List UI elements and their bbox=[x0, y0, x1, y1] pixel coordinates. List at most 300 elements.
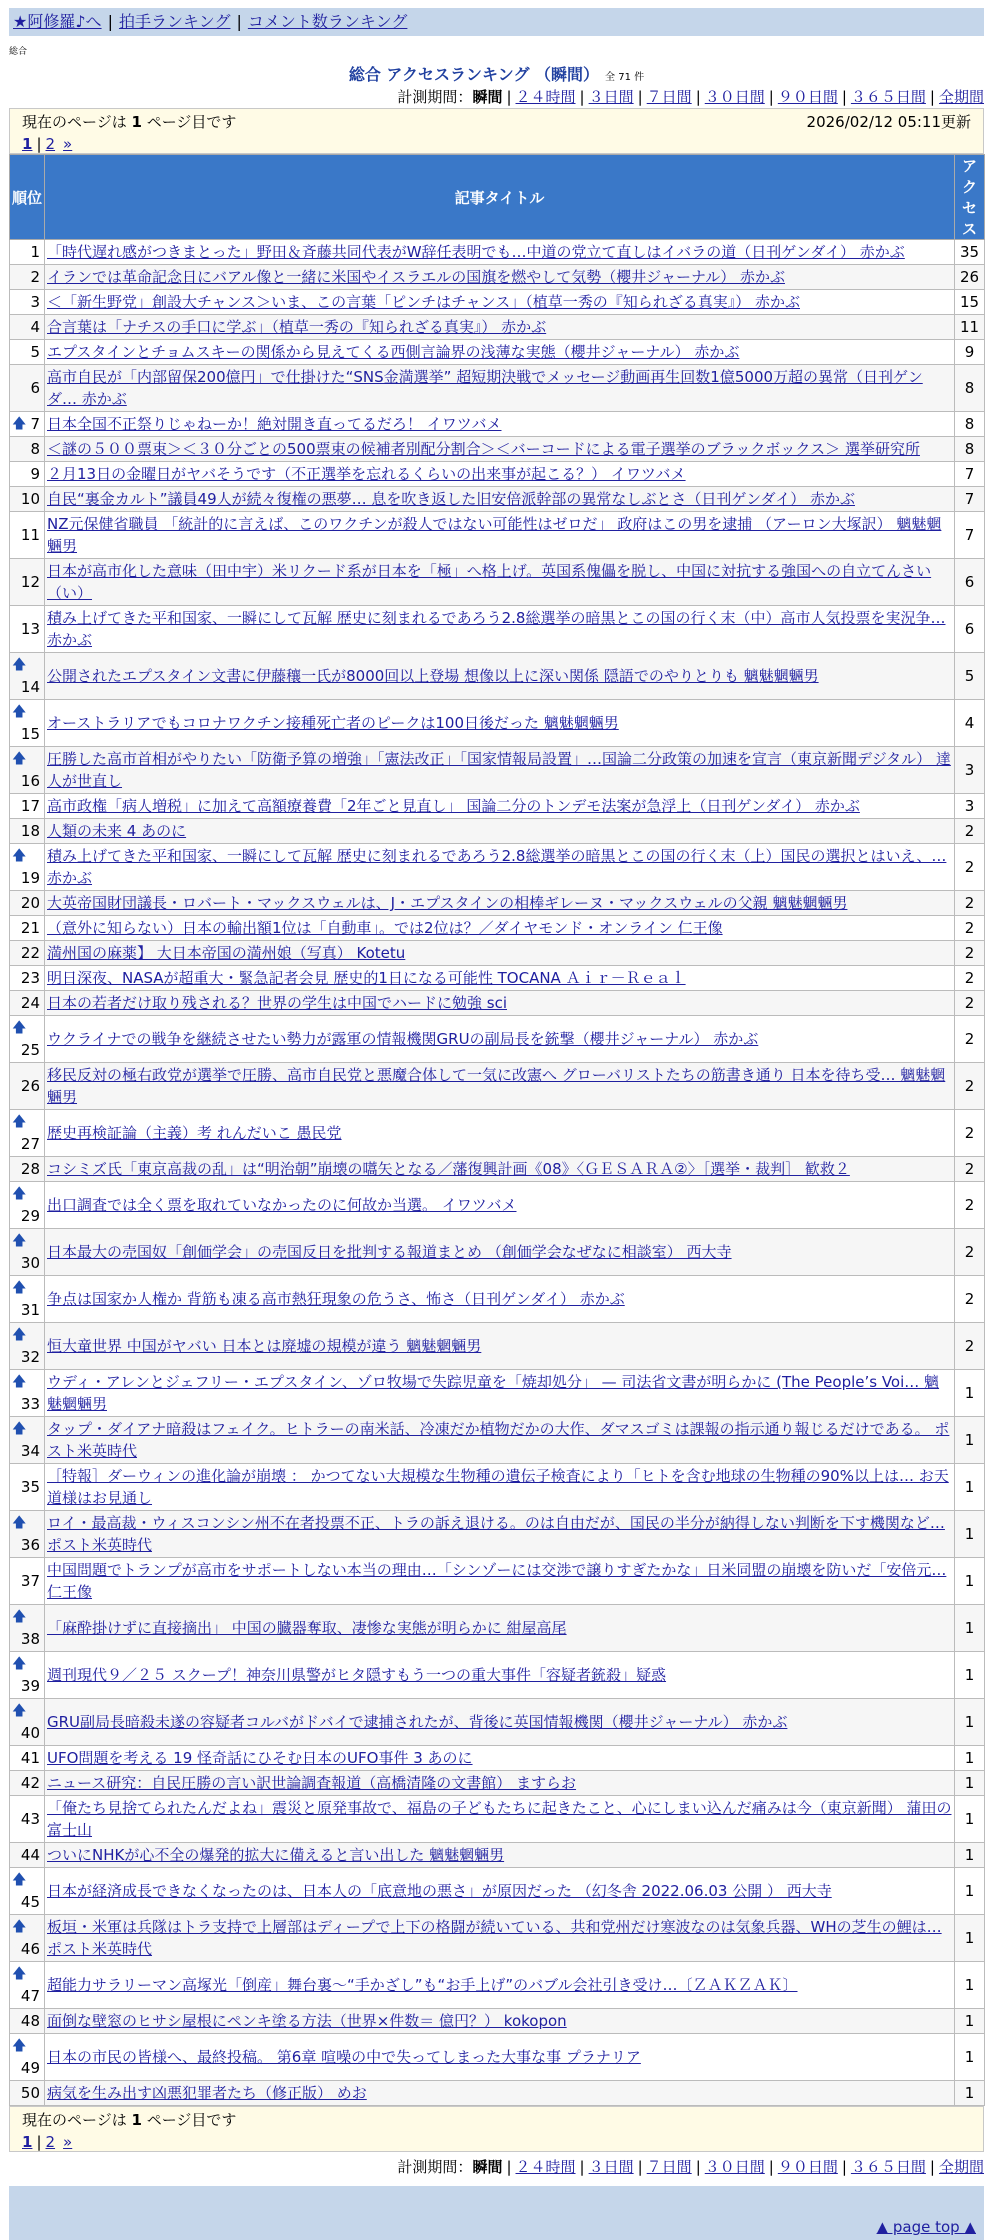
article-link[interactable]: 病気を生み出す凶悪犯罪者たち（修正版） めお bbox=[47, 2084, 367, 2102]
article-link[interactable]: 日本最大の売国奴「創価学会」の売国反日を批判する報道まとめ （創価学会なぜなに相談室） 西大寺 bbox=[47, 1243, 732, 1261]
table-row bbox=[10, 891, 985, 916]
period-separator: | bbox=[579, 88, 585, 106]
rank-cell bbox=[10, 487, 45, 512]
access-count: 2 bbox=[955, 891, 985, 916]
article-link[interactable]: ニュース研究：自民圧勝の言い訳世論調査報道（高橋清隆の文書館） ますらお bbox=[47, 1774, 577, 1792]
table-row bbox=[10, 606, 985, 653]
period-separator: | bbox=[768, 2158, 774, 2176]
rank-number: 37 bbox=[20, 1572, 40, 1590]
nav-clap-ranking-link[interactable]: 拍手ランキング bbox=[118, 12, 231, 31]
rank-number: 38 bbox=[20, 1630, 40, 1648]
category-label: 総合 bbox=[9, 47, 28, 57]
period-option[interactable]: 全期間 bbox=[938, 2158, 984, 2176]
period-separator: | bbox=[637, 2158, 643, 2176]
rank-up-arrow-icon: 🡅 bbox=[12, 1327, 27, 1343]
rank-number: 20 bbox=[20, 894, 40, 912]
access-count: 8 bbox=[955, 412, 985, 437]
article-link[interactable]: 出口調査では全く票を取れていなかったのに何故か当選。 イワツバメ bbox=[47, 1196, 517, 1214]
article-link[interactable]: ウディ・アレンとジェフリー・エプスタイン、ゾロ牧場で失踪児童を「焼却処分」 — 司法省文書が明らかに (The People’s Voi… 魑魅魍魎男 bbox=[47, 1373, 940, 1413]
next-page-link[interactable]: » bbox=[63, 135, 73, 153]
article-link[interactable]: 争点は国家か人権か 背筋も凍る高市熱狂現象の危うさ、怖さ（日刊ゲンダイ） 赤かぶ bbox=[47, 1290, 625, 1308]
table-row bbox=[10, 941, 985, 966]
rank-number: 28 bbox=[20, 1160, 40, 1178]
title-cell bbox=[45, 290, 955, 315]
article-link[interactable]: 「麻酔掛けずに直接摘出」 中国の臓器奪取、凄惨な実態が明らかに 紺屋高尾 bbox=[47, 1619, 567, 1637]
article-link[interactable]: 歴史再検証論（主義）考 れんだいこ 愚民党 bbox=[47, 1124, 342, 1142]
title-cell bbox=[45, 462, 955, 487]
period-separator: | bbox=[579, 2158, 585, 2176]
period-option[interactable]: 全期間 bbox=[938, 88, 984, 106]
article-link[interactable]: 満州国の麻薬】 大日本帝国の満州娘（写真） Kotetu bbox=[47, 944, 406, 962]
page-link[interactable]: 2 bbox=[45, 2133, 56, 2151]
rank-number: 35 bbox=[20, 1478, 40, 1496]
table-row bbox=[10, 315, 985, 340]
table-row bbox=[10, 1843, 985, 1868]
period-label: 計測期間： bbox=[397, 88, 473, 106]
page-link[interactable]: 2 bbox=[45, 135, 56, 153]
title-cell bbox=[45, 412, 955, 437]
article-link[interactable]: 日本全国不正祭りじゃねーか！絶対開き直ってるだろ！ イワツバメ bbox=[47, 415, 502, 433]
article-link[interactable]: イランでは革命記念日にバアル像と一緒に米国やイスラエルの国旗を燃やして気勢（櫻井ジャーナル） 赤かぶ bbox=[47, 268, 785, 286]
rank-cell bbox=[10, 265, 45, 290]
article-link[interactable]: 自民“裏金カルト”議員49人が続々復権の悪夢… 息を吹き返した旧安倍派幹部の異常なしぶとさ（日刊ゲンダイ） 赤かぶ bbox=[47, 490, 855, 508]
current-page-suffix: ページ目です bbox=[146, 2111, 237, 2129]
rank-up-arrow-icon: 🡅 bbox=[12, 1919, 27, 1935]
title-cell bbox=[45, 606, 955, 653]
table-row bbox=[10, 412, 985, 437]
rank-number: 2 bbox=[30, 268, 40, 286]
article-link[interactable]: オーストラリアでもコロナワクチン接種死亡者のピークは100日後だった 魑魅魍魎男 bbox=[47, 714, 619, 732]
table-header-row bbox=[10, 155, 985, 240]
title-cell bbox=[45, 1276, 955, 1323]
rank-cell bbox=[10, 2034, 45, 2081]
rank-number: 22 bbox=[20, 944, 40, 962]
nav-comment-ranking-link[interactable]: コメント数ランキング bbox=[247, 12, 408, 31]
access-count: 1 bbox=[955, 1843, 985, 1868]
rank-cell bbox=[10, 1796, 45, 1843]
period-option[interactable]: ３０日間 bbox=[704, 88, 765, 106]
access-count: 2 bbox=[955, 819, 985, 844]
rank-cell bbox=[10, 606, 45, 653]
rank-number: 26 bbox=[20, 1077, 40, 1095]
article-link[interactable]: ＜「新生野党」創設大チャンス＞いま、この言葉「ピンチはチャンス」（植草一秀の『知られざる真実』） 赤かぶ bbox=[47, 293, 800, 311]
period-option[interactable]: ３日間 bbox=[588, 88, 634, 106]
table-row bbox=[10, 1276, 985, 1323]
table-row bbox=[10, 844, 985, 891]
title-cell bbox=[45, 340, 955, 365]
pagination-bottom bbox=[22, 2131, 971, 2153]
rank-number: 45 bbox=[20, 1893, 40, 1911]
page-link[interactable]: 1 bbox=[22, 2133, 33, 2151]
rank-number: 16 bbox=[20, 772, 40, 790]
article-link[interactable]: （意外に知らない）日本の輸出額1位は「自動車」。では2位は？／ダイヤモンド・オンライン 仁王像 bbox=[47, 919, 723, 937]
rank-cell bbox=[10, 1746, 45, 1771]
article-link[interactable]: 日本が経済成長できなくなったのは、日本人の「底意地の悪さ」が原因だった （幻冬舎 2022.06.03 公開 ） 西大寺 bbox=[47, 1882, 832, 1900]
access-count: 2 bbox=[955, 941, 985, 966]
article-link[interactable]: 中国問題でトランプが高市をサポートしない本当の理由…「シンゾーには交渉で譲りすぎたかな」日米同盟の崩壊を防いだ「安倍元… 仁王像 bbox=[47, 1561, 947, 1601]
header-access: アクセス bbox=[955, 155, 985, 240]
rank-cell bbox=[10, 1229, 45, 1276]
page-info-bottom bbox=[9, 2106, 984, 2152]
title-cell bbox=[45, 1229, 955, 1276]
rank-up-arrow-icon: 🡅 bbox=[12, 1966, 27, 1982]
period-option[interactable]: ７日間 bbox=[646, 2158, 692, 2176]
access-count: 1 bbox=[955, 1511, 985, 1558]
access-count: 2 bbox=[955, 1110, 985, 1157]
article-link[interactable]: 積み上げてきた平和国家、一瞬にして瓦解 歴史に刻まれるであろう2.8総選挙の暗黒とこの国の行く末（中）高市人気投票を実況争… 赤かぶ bbox=[47, 609, 946, 649]
rank-number: 7 bbox=[30, 415, 40, 433]
article-link[interactable]: エプスタインとチョムスキーの関係から見えてくる西側言論界の浅薄な実態（櫻井ジャーナル） 赤かぶ bbox=[47, 343, 740, 361]
article-link[interactable]: 週刊現代９／２５ スクープ！神奈川県警がヒタ隠すもう一つの重大事件「容疑者銃殺」疑惑 bbox=[47, 1666, 667, 1684]
article-link[interactable]: ついにNHKが心不全の爆発的拡大に備えると言い出した 魑魅魍魎男 bbox=[47, 1846, 505, 1864]
table-row bbox=[10, 1016, 985, 1063]
rank-cell bbox=[10, 1605, 45, 1652]
access-count: 7 bbox=[955, 512, 985, 559]
rank-cell bbox=[10, 991, 45, 1016]
title-cell bbox=[45, 891, 955, 916]
article-link[interactable]: 「俺たち見捨てられたんだよね」震災と原発事故で、福島の子どもたちに起きたこと、心にしまい込んだ痛みは今（東京新聞） 蒲田の富士山 bbox=[47, 1799, 952, 1839]
table-row bbox=[10, 365, 985, 412]
period-option[interactable]: ７日間 bbox=[646, 88, 692, 106]
article-link[interactable]: GRU副局長暗殺未遂の容疑者コルバがドバイで逮捕されたが、背後に英国情報機関（櫻井ジャーナル） 赤かぶ bbox=[47, 1713, 788, 1731]
rank-cell bbox=[10, 1157, 45, 1182]
rank-number: 18 bbox=[20, 822, 40, 840]
access-count: 1 bbox=[955, 1962, 985, 2009]
rank-up-arrow-icon: 🡅 bbox=[12, 1421, 27, 1437]
title-cell bbox=[45, 1962, 955, 2009]
rank-up-arrow-icon: 🡅 bbox=[12, 704, 27, 720]
rank-up-arrow-icon: 🡅 bbox=[12, 1186, 27, 1202]
table-row bbox=[10, 1746, 985, 1771]
period-separator: | bbox=[506, 88, 512, 106]
nav-separator: | bbox=[107, 12, 113, 31]
rank-cell bbox=[10, 916, 45, 941]
article-link[interactable]: 高市自民が「内部留保200億円」で仕掛けた“SNS金満選挙” 超短期決戦でメッセージ動画再生回数1億5000万超の異常（日刊ゲンダ… 赤かぶ bbox=[47, 368, 923, 408]
pagination-top bbox=[22, 133, 971, 155]
access-count: 7 bbox=[955, 462, 985, 487]
bottom-bar bbox=[9, 2186, 984, 2214]
article-link[interactable]: 恒大童世界 中国がヤバい 日本とは廃墟の規模が違う 魑魅魍魎男 bbox=[47, 1337, 482, 1355]
rank-up-arrow-icon: 🡅 bbox=[12, 848, 27, 864]
current-page-number: 1 bbox=[131, 113, 142, 131]
access-count: 1 bbox=[955, 2034, 985, 2081]
rank-number: 5 bbox=[30, 343, 40, 361]
rank-number: 42 bbox=[20, 1774, 40, 1792]
access-count: 1 bbox=[955, 2081, 985, 2106]
rank-cell bbox=[10, 700, 45, 747]
rank-cell bbox=[10, 966, 45, 991]
rank-number: 36 bbox=[20, 1536, 40, 1554]
access-count: 3 bbox=[955, 747, 985, 794]
period-option[interactable]: ２４時間 bbox=[515, 88, 576, 106]
title-cell bbox=[45, 991, 955, 1016]
table-row bbox=[10, 747, 985, 794]
title-cell bbox=[45, 1868, 955, 1915]
rank-cell bbox=[10, 1771, 45, 1796]
access-count: 1 bbox=[955, 1605, 985, 1652]
article-link[interactable]: 移民反対の極右政党が選挙で圧勝、高市自民党と悪魔合体して一気に改憲へ グローバリストたちの筋書き通り 日本を待ち受… 魑魅魍魎男 bbox=[47, 1066, 946, 1106]
article-link[interactable]: 日本の市民の皆様へ、最終投稿。 第6章 喧噪の中で失ってしまった大事な事 プラナリア bbox=[47, 2048, 641, 2066]
article-link[interactable]: ２月13日の金曜日がヤバそうです（不正選挙を忘れるくらいの出来事が起こる？） イワツバメ bbox=[47, 465, 686, 483]
title-cell bbox=[45, 844, 955, 891]
period-separator: | bbox=[695, 2158, 701, 2176]
access-count: 1 bbox=[955, 1746, 985, 1771]
table-row bbox=[10, 1558, 985, 1605]
rank-number: 44 bbox=[20, 1846, 40, 1864]
page-link[interactable]: 1 bbox=[22, 135, 33, 153]
article-link[interactable]: 合言葉は「ナチスの手口に学ぶ」（植草一秀の『知られざる真実』） 赤かぶ bbox=[47, 318, 547, 336]
article-link[interactable]: ［特報］ダーウィンの進化論が崩壊 ： かつてない大規模な生物種の遺伝子検査により「ヒトを含む地球の生物種の90%以上は… お天道様はお見通し bbox=[47, 1467, 949, 1507]
rank-number: 33 bbox=[20, 1395, 40, 1413]
title-cell bbox=[45, 487, 955, 512]
title-cell bbox=[45, 966, 955, 991]
table-row bbox=[10, 2034, 985, 2081]
access-count: 1 bbox=[955, 1417, 985, 1464]
header-rank: 順位 bbox=[10, 155, 45, 240]
rank-cell bbox=[10, 1464, 45, 1511]
page-top-bar bbox=[9, 2214, 984, 2240]
rank-up-arrow-icon: 🡅 bbox=[12, 1656, 27, 1672]
title-cell bbox=[45, 1323, 955, 1370]
table-row bbox=[10, 916, 985, 941]
article-link[interactable]: コシミズ氏「東京高裁の乱」は“明治朝”崩壊の嚆矢となる／藩復興計画《08》〈ＧＥＳＡＲＡ②〉［選挙・裁判］ 歓救２ bbox=[47, 1160, 850, 1178]
title-cell bbox=[45, 1746, 955, 1771]
access-count: 2 bbox=[955, 916, 985, 941]
rank-number: 10 bbox=[20, 490, 40, 508]
access-count: 7 bbox=[955, 487, 985, 512]
access-count: 1 bbox=[955, 2009, 985, 2034]
access-count: 2 bbox=[955, 1276, 985, 1323]
access-count: 6 bbox=[955, 606, 985, 653]
rank-cell bbox=[10, 747, 45, 794]
article-link[interactable]: 日本が高市化した意味（田中宇）米リクード系が日本を「極」へ格上げ。英国系傀儡を脱し、中国に対抗する強国への自立てんさい（い） bbox=[47, 562, 932, 602]
period-option[interactable]: ９０日間 bbox=[777, 2158, 838, 2176]
current-page-prefix: 現在のページは bbox=[22, 2111, 127, 2129]
rank-number: 40 bbox=[20, 1724, 40, 1742]
period-option[interactable]: ３０日間 bbox=[704, 2158, 765, 2176]
page-top-link[interactable]: ▲ page top ▲ bbox=[876, 2218, 976, 2236]
title-cell bbox=[45, 512, 955, 559]
rank-cell bbox=[10, 1558, 45, 1605]
rank-cell bbox=[10, 1016, 45, 1063]
table-row bbox=[10, 653, 985, 700]
table-row bbox=[10, 966, 985, 991]
rank-cell bbox=[10, 844, 45, 891]
rank-up-arrow-icon: 🡅 bbox=[12, 1515, 27, 1531]
period-separator: | bbox=[841, 2158, 847, 2176]
rank-cell bbox=[10, 1323, 45, 1370]
table-row bbox=[10, 487, 985, 512]
period-selector-top bbox=[9, 86, 984, 108]
period-option[interactable]: ３日間 bbox=[588, 2158, 634, 2176]
rank-number: 43 bbox=[20, 1810, 40, 1828]
article-link[interactable]: 公開されたエプスタイン文書に伊藤穰一氏が8000回以上登場 想像以上に深い関係 隠語でのやりとりも 魑魅魍魎男 bbox=[47, 667, 819, 685]
article-link[interactable]: 「時代遅れ感がつきまとった」野田＆斉藤共同代表がW辞任表明でも…中道の党立て直しはイバラの道（日刊ゲンダイ） 赤かぶ bbox=[47, 243, 905, 261]
rank-cell bbox=[10, 891, 45, 916]
table-row bbox=[10, 240, 985, 265]
table-row bbox=[10, 1915, 985, 1962]
period-separator: | bbox=[637, 88, 643, 106]
rank-cell bbox=[10, 290, 45, 315]
article-link[interactable]: タップ・ダイアナ暗殺はフェイク。ヒトラーの南米話、冷凍だか植物だかの大作、ダマスゴミは課報の指示通り報じるだけである。 ポスト米英時代 bbox=[47, 1420, 950, 1460]
title-cell bbox=[45, 1558, 955, 1605]
rank-number: 25 bbox=[20, 1041, 40, 1059]
access-count: 15 bbox=[955, 290, 985, 315]
title-cell bbox=[45, 2009, 955, 2034]
rank-cell bbox=[10, 2081, 45, 2106]
period-separator: | bbox=[695, 88, 701, 106]
table-row bbox=[10, 559, 985, 606]
updated-timestamp: 2026/02/12 05:11更新 bbox=[806, 113, 971, 131]
table-row bbox=[10, 2081, 985, 2106]
title-cell bbox=[45, 265, 955, 290]
access-count: 6 bbox=[955, 559, 985, 606]
next-page-link[interactable]: » bbox=[63, 2133, 73, 2151]
rank-number: 15 bbox=[20, 725, 40, 743]
title-cell bbox=[45, 1652, 955, 1699]
period-separator: | bbox=[506, 2158, 512, 2176]
article-link[interactable]: 高市政権「病人増税」に加えて高額療養費「2年ごと見直し」 国論二分のトンデモ法案が急浮上（日刊ゲンダイ） 赤かぶ bbox=[47, 797, 860, 815]
access-count: 26 bbox=[955, 265, 985, 290]
access-count: 1 bbox=[955, 1699, 985, 1746]
article-link[interactable]: 人類の未来 4 あのに bbox=[47, 822, 187, 840]
rank-number: 30 bbox=[20, 1254, 40, 1272]
access-count: 2 bbox=[955, 1016, 985, 1063]
rank-up-arrow-icon: 🡅 bbox=[12, 1872, 27, 1888]
rank-cell bbox=[10, 240, 45, 265]
rank-cell bbox=[10, 1652, 45, 1699]
table-row bbox=[10, 1157, 985, 1182]
access-count: 8 bbox=[955, 437, 985, 462]
rank-cell bbox=[10, 794, 45, 819]
table-row bbox=[10, 340, 985, 365]
period-label: 計測期間： bbox=[397, 2158, 473, 2176]
rank-up-arrow-icon: 🡅 bbox=[12, 1703, 27, 1719]
rank-cell bbox=[10, 559, 45, 606]
access-count: 2 bbox=[955, 1063, 985, 1110]
table-row bbox=[10, 1182, 985, 1229]
table-row bbox=[10, 1605, 985, 1652]
period-option: 瞬間 bbox=[472, 2158, 503, 2176]
period-option[interactable]: ９０日間 bbox=[777, 88, 838, 106]
current-page-number: 1 bbox=[131, 2111, 142, 2129]
access-count: 2 bbox=[955, 1229, 985, 1276]
table-row bbox=[10, 1652, 985, 1699]
rank-cell bbox=[10, 512, 45, 559]
page-separator bbox=[55, 2133, 63, 2151]
rank-cell bbox=[10, 365, 45, 412]
table-row bbox=[10, 991, 985, 1016]
article-link[interactable]: ウクライナでの戦争を継続させたい勢力が露軍の情報機関GRUの副局長を銃撃（櫻井ジャーナル） 赤かぶ bbox=[47, 1030, 759, 1048]
rank-up-arrow-icon: 🡅 bbox=[12, 1114, 27, 1130]
access-count: 2 bbox=[955, 991, 985, 1016]
access-count: 2 bbox=[955, 1323, 985, 1370]
article-link[interactable]: 日本の若者だけ取り残される？世界の学生は中国でハードに勉強 sci bbox=[47, 994, 508, 1012]
rank-number: 49 bbox=[20, 2059, 40, 2077]
rank-up-arrow-icon: 🡅 bbox=[12, 1020, 27, 1036]
access-count: 1 bbox=[955, 1796, 985, 1843]
table-row bbox=[10, 437, 985, 462]
title-cell bbox=[45, 315, 955, 340]
rank-cell bbox=[10, 1063, 45, 1110]
rank-number: 19 bbox=[20, 869, 40, 887]
article-link[interactable]: 積み上げてきた平和国家、一瞬にして瓦解 歴史に刻まれるであろう2.8総選挙の暗黒とこの国の行く末（上）国民の選択とはいえ、… 赤かぶ bbox=[47, 847, 947, 887]
current-page-text bbox=[22, 111, 236, 133]
table-row bbox=[10, 290, 985, 315]
title-cell bbox=[45, 1157, 955, 1182]
table-row bbox=[10, 265, 985, 290]
rank-cell bbox=[10, 1110, 45, 1157]
title-cell bbox=[45, 700, 955, 747]
title-cell bbox=[45, 1417, 955, 1464]
title-cell bbox=[45, 240, 955, 265]
title-cell bbox=[45, 559, 955, 606]
rank-up-arrow-icon: 🡅 bbox=[12, 1374, 27, 1390]
rank-number: 29 bbox=[20, 1207, 40, 1225]
rank-cell bbox=[10, 340, 45, 365]
rank-cell bbox=[10, 1417, 45, 1464]
article-link[interactable]: 明日深夜、NASAが超重大・緊急記者会見 歴史的1日になる可能性 TOCANA Ａｉｒ－Ｒｅａｌ bbox=[47, 969, 686, 987]
article-link[interactable]: UFO問題を考える 19 怪奇話にひそむ日本のUFO事件 3 あのに bbox=[47, 1749, 473, 1767]
current-page-text bbox=[22, 2109, 236, 2131]
table-row bbox=[10, 1796, 985, 1843]
title-cell bbox=[45, 653, 955, 700]
table-row bbox=[10, 1511, 985, 1558]
access-count: 5 bbox=[955, 653, 985, 700]
ranking-table bbox=[9, 154, 985, 2106]
title-cell bbox=[45, 916, 955, 941]
rank-number: 17 bbox=[20, 797, 40, 815]
rank-up-arrow-icon: 🡅 bbox=[12, 657, 27, 673]
rank-number: 12 bbox=[20, 573, 40, 591]
access-count: 8 bbox=[955, 365, 985, 412]
article-link[interactable]: NZ元保健省職員 「統計的に言えば、このワクチンが殺人ではない可能性はゼロだ」 政府はこの男を逮捕 （アーロン大塚訳） 魑魅魍魎男 bbox=[47, 515, 942, 555]
access-count: 1 bbox=[955, 1652, 985, 1699]
access-count: 1 bbox=[955, 1771, 985, 1796]
table-row bbox=[10, 2009, 985, 2034]
article-link[interactable]: 面倒な壁窓のヒサシ屋根にペンキ塗る方法（世界×件数＝ 億円？） kokopon bbox=[47, 2012, 567, 2030]
rank-cell bbox=[10, 2009, 45, 2034]
article-link[interactable]: 大英帝国財団議長・ロバート・マックスウェルは、J・エプスタインの相棒ギレーヌ・マックスウェルの父親 魑魅魍魎男 bbox=[47, 894, 848, 912]
table-row bbox=[10, 1771, 985, 1796]
table-row bbox=[10, 1370, 985, 1417]
nav-home-link[interactable]: ★阿修羅♪へ bbox=[13, 12, 102, 31]
rank-up-arrow-icon: 🡅 bbox=[12, 1280, 27, 1296]
rank-up-arrow-icon: 🡅 bbox=[12, 416, 27, 432]
rank-cell bbox=[10, 462, 45, 487]
table-row bbox=[10, 1464, 985, 1511]
period-option[interactable]: ３６５日間 bbox=[850, 88, 926, 106]
article-link[interactable]: 板垣・米軍は兵隊はトラ支持で上層部はディープで上下の格闘が続いている、共和党州だけ寒波なのは気象兵器、WHの芝生の鯉は… ポスト米英時代 bbox=[47, 1918, 942, 1958]
access-count: 1 bbox=[955, 1868, 985, 1915]
access-count: 11 bbox=[955, 315, 985, 340]
article-link[interactable]: ロイ・最高裁・ウィスコンシン州不在者投票不正、トラの訴え退ける。のは自由だが、国民の半分が納得しない判断を下す機関など… ポスト米英時代 bbox=[47, 1514, 945, 1554]
title-cell bbox=[45, 1915, 955, 1962]
rank-number: 8 bbox=[30, 440, 40, 458]
period-option[interactable]: ３６５日間 bbox=[850, 2158, 926, 2176]
period-option[interactable]: ２４時間 bbox=[515, 2158, 576, 2176]
article-link[interactable]: ＜謎の５００票束＞＜３０分ごとの500票束の候補者別配分割合＞＜バーコードによる電子選挙のブラックボックス＞ 選挙研究所 bbox=[47, 440, 920, 458]
article-link[interactable]: 超能力サラリーマン高塚光「倒産」舞台裏〜“手かざし”も“お手上げ”のバブル会社引き受け…〔ＺＡＫＺＡＫ〕 bbox=[47, 1976, 798, 1994]
period-option: 瞬間 bbox=[472, 88, 503, 106]
nav-separator: | bbox=[236, 12, 242, 31]
access-count: 1 bbox=[955, 1915, 985, 1962]
access-count: 2 bbox=[955, 1157, 985, 1182]
rank-number: 50 bbox=[20, 2084, 40, 2102]
title-cell bbox=[45, 365, 955, 412]
title-cell bbox=[45, 747, 955, 794]
article-link[interactable]: 圧勝した高市首相がやりたい「防衛予算の増強」「憲法改正」「国家情報局設置」…国論二分政策の加速を宣言（東京新聞デジタル） 達人が世直し bbox=[47, 750, 951, 790]
